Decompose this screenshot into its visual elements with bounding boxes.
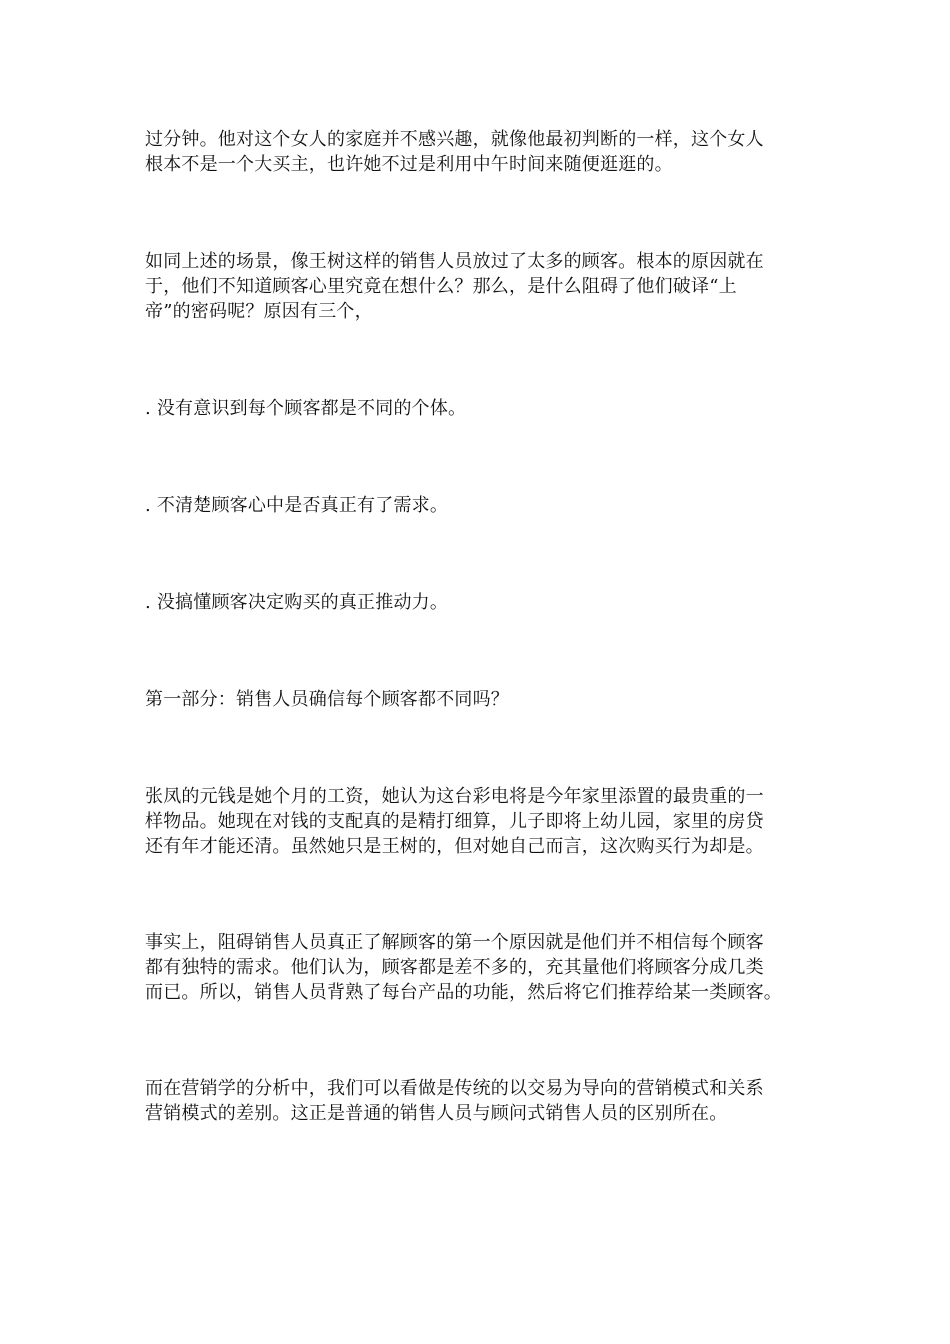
text-line: . 没搞懂顾客决定购买的真正推动力。 (145, 592, 449, 613)
paragraph-4 (145, 930, 810, 1005)
text-line: 事实上，阻碍销售人员真正了解顾客的第一个原因就是他们并不相信每个顾客 (145, 932, 764, 953)
list-item-3 (145, 590, 810, 615)
paragraph-5 (145, 1076, 810, 1126)
text-line: 帝”的密码呢？原因有三个， (145, 301, 373, 322)
text-line: 张凤的元钱是她个月的工资，她认为这台彩电将是今年家里添置的最贵重的一 (145, 786, 764, 807)
text-line: 过分钟。他对这个女人的家庭并不感兴趣，就像他最初判断的一样，这个女人 (145, 129, 764, 150)
text-line: 还有年才能还清。虽然她只是王树的，但对她自己而言，这次购买行为却是。 (145, 836, 764, 857)
text-line: 都有独特的需求。他们认为，顾客都是差不多的，充其量他们将顾客分成几类 (145, 957, 764, 978)
paragraph-3 (145, 784, 810, 859)
paragraph-1 (145, 127, 810, 177)
section-heading (145, 687, 810, 712)
text-line: 根本不是一个大买主，也许她不过是利用中午时间来随便逛逛的。 (145, 154, 673, 175)
text-line: 而已。所以，销售人员背熟了每台产品的功能，然后将它们推荐给某一类顾客。 (145, 982, 782, 1003)
text-line: 第一部分：销售人员确信每个顾客都不同吗？ (145, 689, 509, 710)
paragraph-2 (145, 249, 810, 324)
list-item-2 (145, 493, 810, 518)
text-line: 而在营销学的分析中，我们可以看做是传统的以交易为导向的营销模式和关系 (145, 1078, 764, 1099)
text-line: . 不清楚顾客心中是否真正有了需求。 (145, 495, 449, 516)
text-line: 于，他们不知道顾客心里究竟在想什么？那么，是什么阻碍了他们破译“上 (145, 276, 737, 297)
list-item-1 (145, 396, 810, 421)
text-line: . 没有意识到每个顾客都是不同的个体。 (145, 398, 467, 419)
text-line: 营销模式的差别。这正是普通的销售人员与顾问式销售人员的区别所在。 (145, 1103, 728, 1124)
text-line: 如同上述的场景，像王树这样的销售人员放过了太多的顾客。根本的原因就在 (145, 251, 764, 272)
text-line: 样物品。她现在对钱的支配真的是精打细算，儿子即将上幼儿园，家里的房贷 (145, 811, 764, 832)
